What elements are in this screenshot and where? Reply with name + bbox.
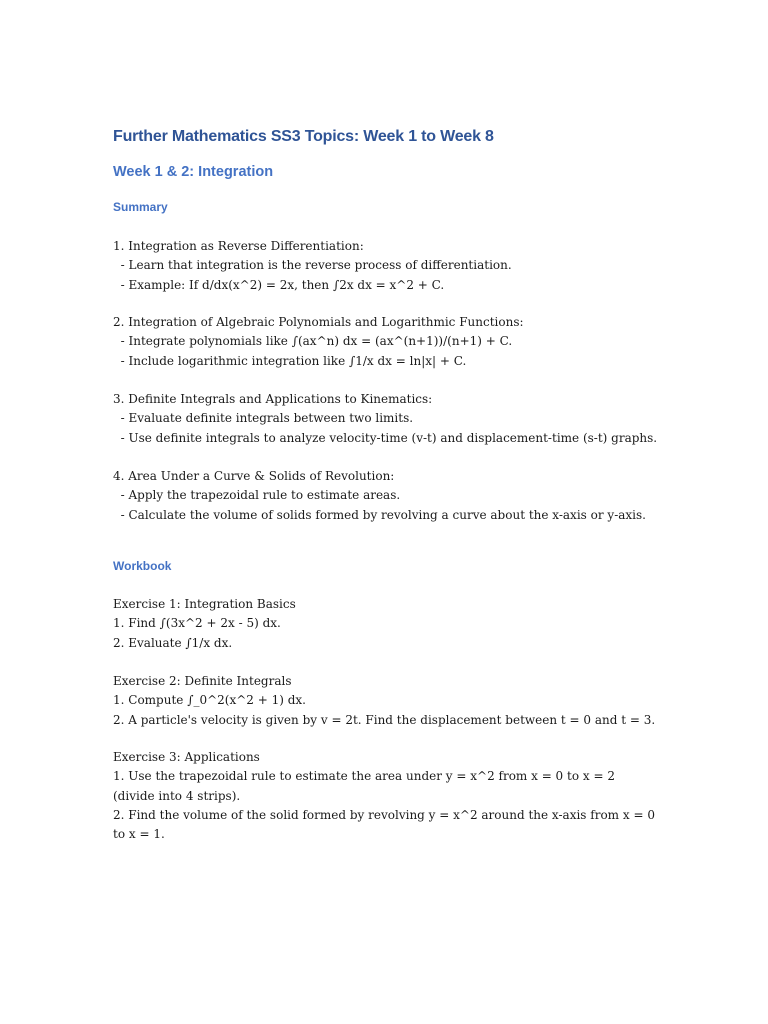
summary-point: - Include logarithmic integration like ∫1/x dx = ln|x| + C.: [113, 353, 467, 368]
summary-point: - Calculate the volume of solids formed by revolving a curve about the x-axis or y-axis.: [113, 507, 646, 522]
exercise-title: Exercise 1: Integration Basics: [113, 597, 296, 611]
summary-point: - Evaluate definite integrals between two limits.: [113, 411, 414, 426]
section-heading: Week 1 & 2: Integration: [113, 164, 274, 180]
summary-item: [113, 467, 658, 525]
summary-item-title: 3. Definite Integrals and Applications to Kinematics:: [113, 392, 433, 406]
summary-point: - Example: If d/dx(x^2) = 2x, then ∫2x dx = x^2 + C.: [113, 277, 445, 292]
exercise: [113, 748, 658, 844]
summary-item-title: 1. Integration as Reverse Differentiation:: [113, 239, 364, 253]
exercise-question: 2. Find the volume of the solid formed by revolving y = x^2 around the x-axis from x = 0 to x = 1.: [113, 807, 659, 842]
exercise-question: 2. Evaluate ∫1/x dx.: [113, 635, 233, 650]
summary-point: - Apply the trapezoidal rule to estimate areas.: [113, 488, 401, 503]
summary-point: - Learn that integration is the reverse process of differentiation.: [113, 258, 512, 273]
summary-item: [113, 237, 658, 295]
summary-item: [113, 313, 658, 371]
exercise: [113, 595, 658, 653]
exercise-title: Exercise 2: Definite Integrals: [113, 674, 292, 688]
exercise-title: Exercise 3: Applications: [113, 750, 260, 764]
exercise-question: 1. Find ∫(3x^2 + 2x - 5) dx.: [113, 616, 281, 631]
document-content: [113, 124, 659, 842]
summary-point: - Integrate polynomials like ∫(ax^n) dx = (ax^(n+1))/(n+1) + C.: [113, 334, 513, 349]
exercise: [113, 672, 658, 730]
document-title: Further Mathematics SS3 Topics: Week 1 to Week 8: [113, 128, 494, 145]
summary-item-title: 2. Integration of Algebraic Polynomials and Logarithmic Functions:: [113, 315, 524, 329]
summary-heading: Summary: [113, 200, 168, 214]
exercise-question: 1. Compute ∫_0^2(x^2 + 1) dx.: [113, 693, 306, 708]
summary-point: - Use definite integrals to analyze velocity-time (v-t) and displacement-time (s-t) graphs.: [113, 430, 658, 445]
exercise-question: 2. A particle's velocity is given by v = 2t. Find the displacement between t = 0 and t = 3.: [113, 712, 656, 727]
exercise-question: 1. Use the trapezoidal rule to estimate the area under y = x^2 from x = 0 to x = 2 (divide into 4 strips).: [113, 769, 619, 803]
workbook-heading: Workbook: [113, 559, 172, 573]
summary-item: [113, 390, 658, 448]
summary-item-title: 4. Area Under a Curve & Solids of Revolution:: [113, 469, 395, 483]
